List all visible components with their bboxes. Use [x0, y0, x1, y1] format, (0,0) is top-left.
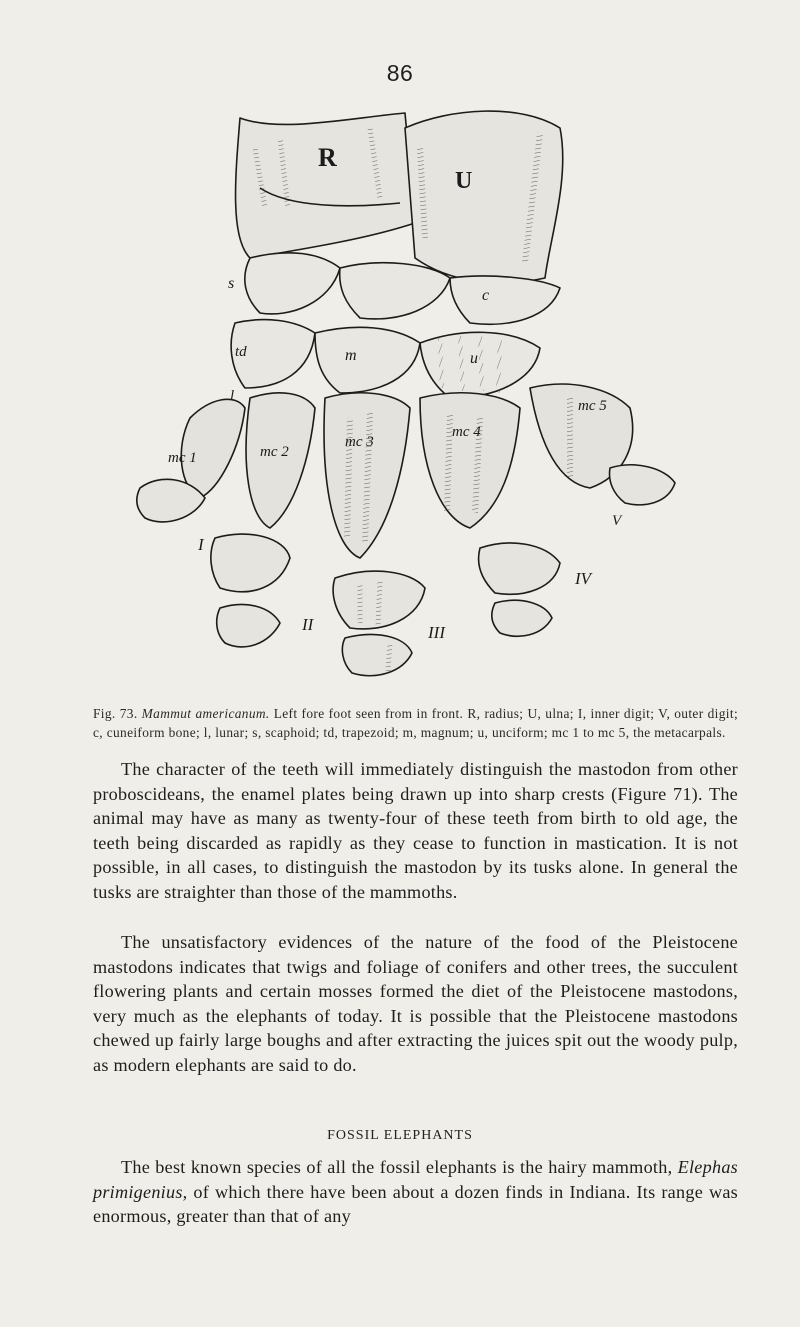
digit-4-phalanges — [479, 543, 560, 594]
label-digit-5: V — [612, 513, 622, 529]
paragraph-teeth: The character of the teeth will immediately distinguish the mastodon from other proboscideans, the enamel plates being drawn up into sharp crests (Figure 71). The animal may have as many as twenty-four of these teeth from birth to old age, the teeth being discarded as rapidly as they cease to function in mastication. It is not possible, in all cases, to distinguish the mastodon by its tusks alone. In general the tusks are straighter than those of the mammoths. — [93, 759, 738, 902]
paragraph-end: of which there have been about a dozen finds in Indiana. Its range was enormous, greater than that of any — [93, 1181, 738, 1227]
label-ulna: U — [455, 168, 473, 194]
paragraph-fossil-elephants — [93, 1155, 738, 1229]
figure-caption — [93, 704, 738, 742]
label-mc5: mc 5 — [578, 398, 607, 414]
label-digit-4: IV — [575, 569, 592, 588]
section-heading: FOSSIL ELEPHANTS — [327, 1128, 473, 1143]
label-lunar: l — [230, 388, 235, 404]
metacarpal-4 — [420, 393, 520, 528]
label-radius: R — [318, 143, 337, 172]
label-unciform: u — [470, 350, 478, 367]
label-digit-1: I — [198, 535, 204, 554]
mastodon-forefoot-illustration — [120, 88, 690, 700]
label-magnum: m — [345, 347, 357, 364]
digit-2-phalanges — [211, 534, 290, 592]
metacarpal-2 — [246, 393, 315, 528]
cuneiform-bone — [450, 276, 560, 324]
label-mc3: mc 3 — [345, 434, 374, 450]
paragraph-start: The best known species of all the fossil elephants is the hairy mammoth, — [121, 1157, 678, 1177]
scaphoid-bone — [245, 253, 340, 314]
label-scaphoid: s — [228, 275, 235, 292]
metacarpal-1 — [181, 399, 245, 498]
label-mc2: mc 2 — [260, 444, 289, 460]
magnum-bone — [315, 327, 420, 393]
species-name: Elephas primigenius, — [93, 1157, 738, 1202]
label-digit-3: III — [428, 623, 445, 642]
label-mc1: mc 1 — [168, 450, 197, 466]
caption-text: Left fore foot seen from in front. R, radius; U, ulna; I, inner digit; V, outer digit; c, cuneiform bone; l, lunar; s, scaphoid; td, trapezoid; m, magnum; u, unciform; mc 1 to mc 5, the metacarpals. — [93, 706, 739, 740]
lunar-bone — [340, 263, 450, 319]
label-trapezoid: td — [235, 344, 247, 360]
label-digit-2: II — [302, 615, 314, 634]
label-mc4: mc 4 — [452, 424, 481, 440]
paragraph-food: The unsatisfactory evidences of the nature of the food of the Pleistocene mastodons indicates that twigs and foliage of conifers and other trees, the succulent flowering plants and certain mosses formed the diet of the Pleistocene mastodons, very much as the elephants of today. It is possible that the Pleistocene mastodons chewed up fairly large boughs and after extracting the juices spit out the woody pulp, as modern elephants are said to do. — [93, 932, 738, 1075]
caption-prefix: Fig. 73. — [93, 706, 138, 721]
digit-5-phalanges — [610, 465, 675, 505]
page-number: 86 — [386, 60, 414, 86]
label-cuneiform: c — [482, 287, 490, 304]
caption-species: Mammut americanum. — [141, 706, 270, 721]
